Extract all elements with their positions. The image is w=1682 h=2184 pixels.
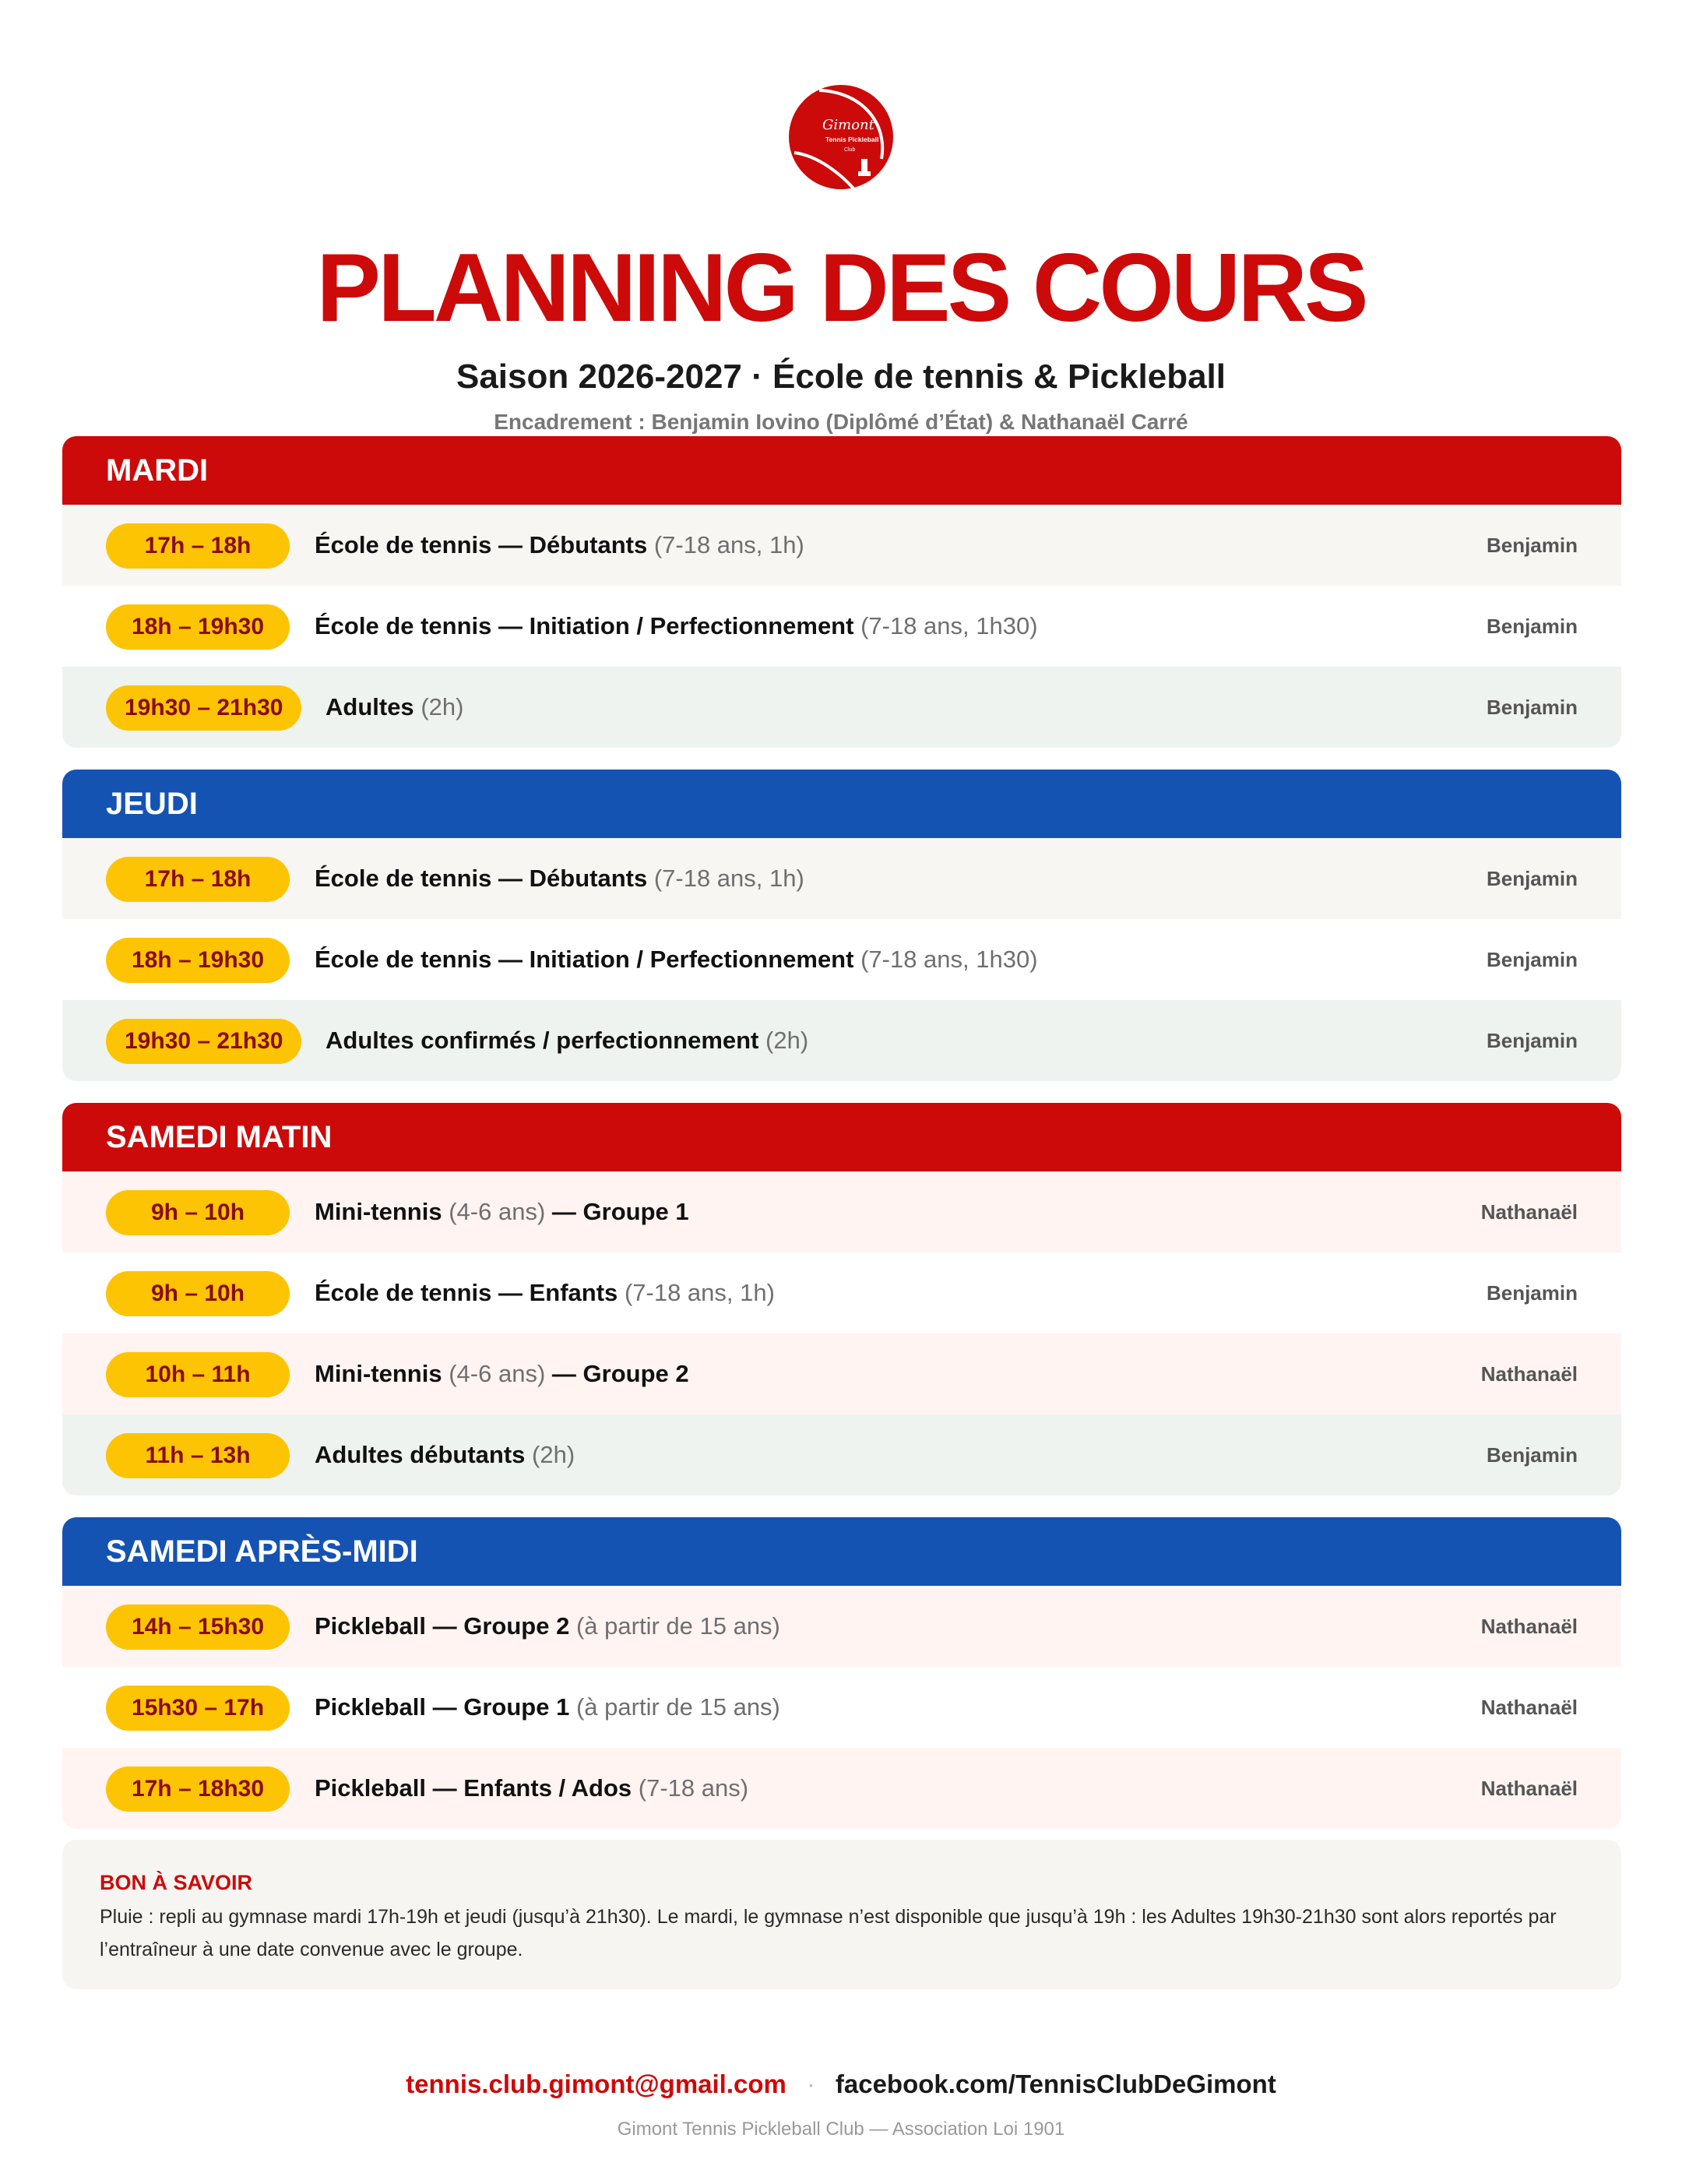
course-detail: (4-6 ans) bbox=[449, 1360, 546, 1387]
time-pill: 14h – 15h30 bbox=[106, 1605, 290, 1650]
course-title: Adultes débutants bbox=[315, 1441, 526, 1468]
coach-name: Benjamin bbox=[1486, 948, 1578, 971]
coach-name: Nathanaël bbox=[1480, 1615, 1578, 1638]
section-samedi-matin bbox=[62, 1103, 1621, 1495]
schedule-row bbox=[62, 838, 1621, 919]
schedule-row bbox=[62, 1000, 1621, 1081]
course-detail: (7-18 ans, 1h) bbox=[653, 531, 804, 558]
course-label bbox=[315, 1414, 575, 1495]
coach-name: Benjamin bbox=[1486, 867, 1578, 890]
section-samedi-apres-midi bbox=[62, 1517, 1621, 1829]
separator-dot: · bbox=[806, 2070, 815, 2098]
course-detail: (4-6 ans) bbox=[449, 1198, 546, 1225]
logo-text-3: Club bbox=[844, 147, 856, 153]
course-label bbox=[325, 667, 463, 748]
info-title: BON À SAVOIR bbox=[100, 1871, 253, 1894]
course-label bbox=[315, 505, 804, 586]
course-label bbox=[315, 919, 1038, 1000]
course-title: Mini-tennis bbox=[315, 1198, 442, 1225]
course-detail: (7-18 ans, 1h) bbox=[653, 865, 804, 892]
course-title: École de tennis — Débutants bbox=[315, 865, 648, 892]
schedule-row bbox=[62, 1586, 1621, 1667]
course-title: Pickleball — Enfants / Ados bbox=[315, 1774, 632, 1802]
section-header: SAMEDI APRÈS-MIDI bbox=[62, 1517, 1621, 1586]
course-label bbox=[315, 1171, 689, 1252]
coach-name: Nathanaël bbox=[1480, 1777, 1578, 1800]
course-detail: (7-18 ans, 1h30) bbox=[860, 612, 1038, 639]
coach-name: Benjamin bbox=[1486, 1029, 1578, 1052]
course-detail: (2h) bbox=[532, 1441, 575, 1468]
course-group: — Groupe 1 bbox=[551, 1198, 689, 1225]
time-pill: 10h – 11h bbox=[106, 1352, 290, 1397]
course-label bbox=[315, 1252, 775, 1333]
time-pill: 17h – 18h bbox=[106, 523, 290, 569]
info-box bbox=[62, 1840, 1621, 1989]
logo-text-2: Tennis Pickleball bbox=[825, 136, 879, 143]
schedule-row bbox=[62, 1252, 1621, 1333]
info-text: Pluie : repli au gymnase mardi 17h-19h et jeudi (jusqu’à 21h30). Le mardi, le gymnase n’est disponible que jusqu’à 19h : les Adultes 19h30-21h30 sont alors reportés par l’entraîneur à une date convenue avec le groupe. bbox=[100, 1906, 1557, 1960]
facebook-link[interactable]: facebook.com/TennisClubDeGimont bbox=[835, 2070, 1276, 2098]
course-title: Adultes bbox=[325, 693, 414, 720]
course-detail: (2h) bbox=[765, 1027, 809, 1054]
staff-line: Encadrement : Benjamin Iovino (Diplômé d’État) & Nathanaël Carré bbox=[494, 410, 1188, 434]
course-label bbox=[315, 1333, 689, 1414]
course-title: Adultes confirmés / perfectionnement bbox=[325, 1027, 759, 1054]
schedule-row bbox=[62, 1171, 1621, 1252]
time-pill: 19h30 – 21h30 bbox=[106, 1019, 301, 1064]
time-pill: 11h – 13h bbox=[106, 1433, 290, 1478]
time-pill: 17h – 18h bbox=[106, 857, 290, 902]
footer-text: Gimont Tennis Pickleball Club — Association Loi 1901 bbox=[617, 2119, 1065, 2140]
course-title: École de tennis — Initiation / Perfectionnement bbox=[315, 946, 854, 973]
schedule-row bbox=[62, 505, 1621, 586]
course-title: Pickleball — Groupe 2 bbox=[315, 1612, 570, 1640]
course-label bbox=[315, 1667, 780, 1748]
course-detail: (7-18 ans, 1h30) bbox=[860, 946, 1038, 973]
course-detail: (à partir de 15 ans) bbox=[575, 1612, 780, 1640]
schedule-row bbox=[62, 919, 1621, 1000]
club-logo bbox=[788, 84, 894, 190]
section-mardi bbox=[62, 436, 1621, 748]
course-title: Pickleball — Groupe 1 bbox=[315, 1693, 570, 1721]
schedule-row bbox=[62, 1414, 1621, 1495]
time-pill: 18h – 19h30 bbox=[106, 938, 290, 983]
contact-line bbox=[0, 2067, 1682, 2101]
section-header: MARDI bbox=[62, 436, 1621, 505]
coach-name: Nathanaël bbox=[1480, 1200, 1578, 1224]
schedule-row bbox=[62, 667, 1621, 748]
course-label bbox=[325, 1000, 808, 1081]
coach-name: Benjamin bbox=[1486, 696, 1578, 719]
course-label bbox=[315, 838, 804, 919]
course-group: — Groupe 2 bbox=[551, 1360, 689, 1387]
coach-name: Benjamin bbox=[1486, 615, 1578, 638]
schedule-row bbox=[62, 1748, 1621, 1829]
schedule-row bbox=[62, 1333, 1621, 1414]
section-jeudi bbox=[62, 770, 1621, 1081]
time-pill: 9h – 10h bbox=[106, 1190, 290, 1235]
time-pill: 15h30 – 17h bbox=[106, 1686, 290, 1731]
section-header: SAMEDI MATIN bbox=[62, 1103, 1621, 1171]
time-pill: 17h – 18h30 bbox=[106, 1767, 290, 1812]
section-header: JEUDI bbox=[62, 770, 1621, 838]
coach-name: Benjamin bbox=[1486, 1443, 1578, 1467]
coach-name: Nathanaël bbox=[1480, 1696, 1578, 1719]
page-title: PLANNING DES COURS bbox=[316, 234, 1366, 342]
page-subtitle: Saison 2026-2027 · École de tennis & Pickleball bbox=[456, 358, 1226, 396]
schedule-row bbox=[62, 1667, 1621, 1748]
email-link[interactable]: tennis.club.gimont@gmail.com bbox=[406, 2070, 786, 2098]
coach-name: Nathanaël bbox=[1480, 1362, 1578, 1386]
course-label bbox=[315, 586, 1038, 667]
time-pill: 9h – 10h bbox=[106, 1271, 290, 1316]
course-detail: (2h) bbox=[420, 693, 464, 720]
course-title: École de tennis — Débutants bbox=[315, 531, 648, 558]
coach-name: Benjamin bbox=[1486, 1281, 1578, 1305]
time-pill: 18h – 19h30 bbox=[106, 604, 290, 650]
course-title: Mini-tennis bbox=[315, 1360, 442, 1387]
schedule-row bbox=[62, 586, 1621, 667]
course-title: École de tennis — Initiation / Perfectionnement bbox=[315, 612, 854, 639]
course-title: École de tennis — Enfants bbox=[315, 1279, 618, 1306]
course-label bbox=[315, 1748, 748, 1829]
course-label bbox=[315, 1586, 780, 1667]
time-pill: 19h30 – 21h30 bbox=[106, 685, 301, 731]
logo-text-1: Gimont bbox=[822, 117, 874, 133]
course-detail: (7-18 ans, 1h) bbox=[624, 1279, 775, 1306]
course-detail: (7-18 ans) bbox=[638, 1774, 749, 1802]
coach-name: Benjamin bbox=[1486, 534, 1578, 557]
course-detail: (à partir de 15 ans) bbox=[575, 1693, 780, 1721]
